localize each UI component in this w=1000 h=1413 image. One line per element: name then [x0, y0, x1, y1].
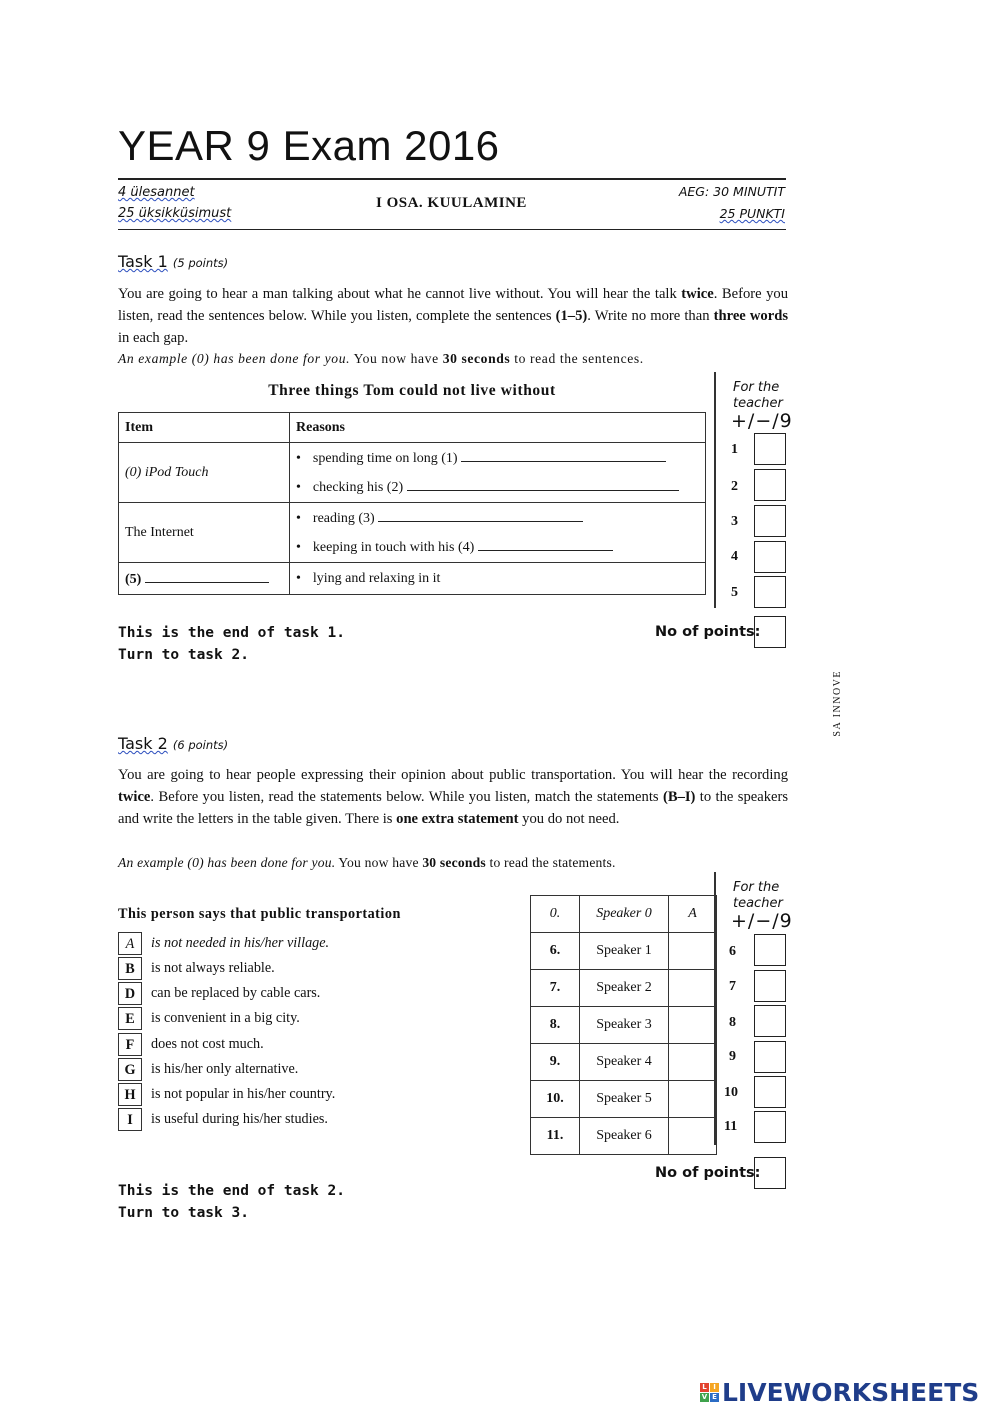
mark-num-4: 4	[731, 549, 738, 564]
gap-1-line: • spending time on long (1)	[296, 444, 699, 473]
task1-teacher-divider	[714, 372, 716, 608]
mark-num-2: 2	[731, 479, 738, 494]
statement-D: D can be replaced by cable cars.	[118, 982, 320, 1005]
header-task-count: 4 ülesannet	[118, 185, 195, 200]
row-ipod-item: (0) iPod Touch	[119, 443, 290, 503]
speaker-name: Speaker 4	[580, 1044, 669, 1081]
row-internet-reasons	[290, 503, 706, 563]
speaker-answer-input[interactable]	[669, 1044, 717, 1081]
task1-table	[118, 412, 706, 595]
speaker-num: 6.	[531, 933, 580, 970]
speaker-row	[531, 970, 717, 1007]
mark-box-3[interactable]	[754, 505, 786, 537]
statement-I: I is useful during his/her studies.	[118, 1108, 328, 1131]
speaker-table	[530, 895, 717, 1155]
speaker-name: Speaker 0	[580, 896, 669, 933]
mark-num-5: 5	[731, 585, 738, 600]
speaker-num: 8.	[531, 1007, 580, 1044]
mark-box-9[interactable]	[754, 1041, 786, 1073]
speaker-row	[531, 1044, 717, 1081]
speaker-row	[531, 1007, 717, 1044]
mark-num-10: 10	[724, 1085, 738, 1100]
row-internet-item: The Internet	[119, 503, 290, 563]
statement-F: F does not cost much.	[118, 1033, 264, 1056]
speaker-name: Speaker 2	[580, 970, 669, 1007]
mark-box-4[interactable]	[754, 541, 786, 573]
mark-box-7[interactable]	[754, 970, 786, 1002]
task1-example-note: An example (0) has been done for you. You now have 30 seconds to read the sentences.	[118, 351, 644, 366]
mark-box-6[interactable]	[754, 934, 786, 966]
task2-example-note: An example (0) has been done for you. You now have 30 seconds to read the statements.	[118, 855, 616, 870]
statement-H: H is not popular in his/her country.	[118, 1083, 335, 1106]
speaker-row	[531, 896, 717, 933]
mark-box-11[interactable]	[754, 1111, 786, 1143]
task1-table-title: Three things Tom could not live without	[268, 382, 556, 399]
speaker-answer-input[interactable]	[669, 1081, 717, 1118]
statement-G: G is his/her only alternative.	[118, 1058, 298, 1081]
col-item-header: Item	[119, 413, 290, 443]
statement-E: E is convenient in a big city.	[118, 1007, 300, 1030]
header-time: AEG: 30 MINUTIT	[678, 184, 785, 199]
gap-1-input[interactable]	[461, 449, 666, 462]
liveworksheets-logo	[700, 1378, 979, 1407]
statements-title: This person says that public transportation	[118, 906, 401, 922]
col-reasons-header: Reasons	[290, 413, 706, 443]
speaker-row	[531, 1118, 717, 1155]
gap-4-line: • keeping in touch with his (4)	[296, 533, 699, 562]
speaker-row	[531, 933, 717, 970]
mark-num-1: 1	[731, 442, 738, 457]
speaker-name: Speaker 6	[580, 1118, 669, 1155]
mark-box-8[interactable]	[754, 1005, 786, 1037]
task1-no-of-points-label: No of points:	[655, 624, 761, 640]
task2-points-box[interactable]	[754, 1157, 786, 1189]
gap-5-input[interactable]	[145, 570, 269, 583]
mark-num-11: 11	[724, 1119, 738, 1134]
statement-B: B is not always reliable.	[118, 957, 275, 980]
mark-box-2[interactable]	[754, 469, 786, 501]
speaker-num: 9.	[531, 1044, 580, 1081]
speaker-answer-input[interactable]	[669, 1007, 717, 1044]
mark-num-9: 9	[729, 1049, 736, 1064]
speaker-num: 7.	[531, 970, 580, 1007]
gap-4-input[interactable]	[478, 538, 613, 551]
mark-box-5[interactable]	[754, 576, 786, 608]
mark-num-6: 6	[729, 944, 736, 959]
header-top-rule	[118, 178, 786, 180]
speaker-name: Speaker 3	[580, 1007, 669, 1044]
mark-box-1[interactable]	[754, 433, 786, 465]
gap-2-input[interactable]	[407, 478, 679, 491]
task2-scale: +/−/9	[731, 910, 793, 932]
task2-teacher-label: For the teacher	[733, 880, 783, 911]
task1-points-box[interactable]	[754, 616, 786, 648]
mark-box-10[interactable]	[754, 1076, 786, 1108]
mark-num-3: 3	[731, 514, 738, 529]
row-5-reasons	[290, 563, 706, 595]
page-title: YEAR 9 Exam 2016	[118, 122, 500, 169]
gap-3-line: • reading (3)	[296, 504, 699, 533]
side-publisher-text: SA INNOVE	[832, 670, 843, 737]
task2-heading: Task 2 (6 points)	[118, 734, 229, 753]
gap-2-line: • checking his (2)	[296, 473, 699, 502]
gap-3-input[interactable]	[378, 509, 583, 522]
header-points: 25 PUNKTI	[719, 206, 785, 221]
task1-heading: Task 1 (5 points)	[118, 252, 229, 271]
speaker-name: Speaker 5	[580, 1081, 669, 1118]
task1-scale: +/−/9	[731, 410, 793, 432]
row-ipod-reasons	[290, 443, 706, 503]
row-5-item: (5)	[119, 563, 290, 595]
mark-num-8: 8	[729, 1015, 736, 1030]
speaker-answer: A	[669, 896, 717, 933]
speaker-answer-input[interactable]	[669, 1118, 717, 1155]
liveworksheets-logo-icon: L I V E	[700, 1383, 719, 1402]
task2-teacher-divider	[714, 872, 716, 1145]
speaker-num: 0.	[531, 896, 580, 933]
header-section-title: I OSA. KUULAMINE	[376, 195, 527, 211]
task1-teacher-label: For the teacher	[733, 380, 783, 411]
header-bottom-rule	[118, 229, 786, 230]
row-5-reason-text: • lying and relaxing in it	[296, 564, 699, 593]
speaker-answer-input[interactable]	[669, 970, 717, 1007]
task1-end-text: This is the end of task 1. Turn to task 2.	[118, 625, 345, 663]
speaker-answer-input[interactable]	[669, 933, 717, 970]
task2-end-text: This is the end of task 2. Turn to task 3.	[118, 1183, 345, 1221]
header-question-count: 25 üksikküsimust	[118, 206, 232, 221]
speaker-num: 11.	[531, 1118, 580, 1155]
task2-no-of-points-label: No of points:	[655, 1165, 761, 1181]
task2-instructions: You are going to hear people expressing their opinion about public transportation. You will hear the recording twice. Before you listen, read the statements below. While you listen, match the statements (B–I) to the speakers and write the letters in the table given. There is one extra statement you do not need.	[118, 767, 789, 827]
speaker-num: 10.	[531, 1081, 580, 1118]
task1-instructions: You are going to hear a man talking about what he cannot live without. You will hear the talk twice. Before you listen, read the sentences below. While you listen, complete the sentences (1–5). Write no more than three words in each gap.	[118, 286, 789, 346]
statement-A: A is not needed in his/her village.	[118, 932, 329, 955]
liveworksheets-logo-text: LIVEWORKSHEETS	[722, 1378, 980, 1407]
speaker-row	[531, 1081, 717, 1118]
mark-num-7: 7	[729, 979, 736, 994]
speaker-name: Speaker 1	[580, 933, 669, 970]
